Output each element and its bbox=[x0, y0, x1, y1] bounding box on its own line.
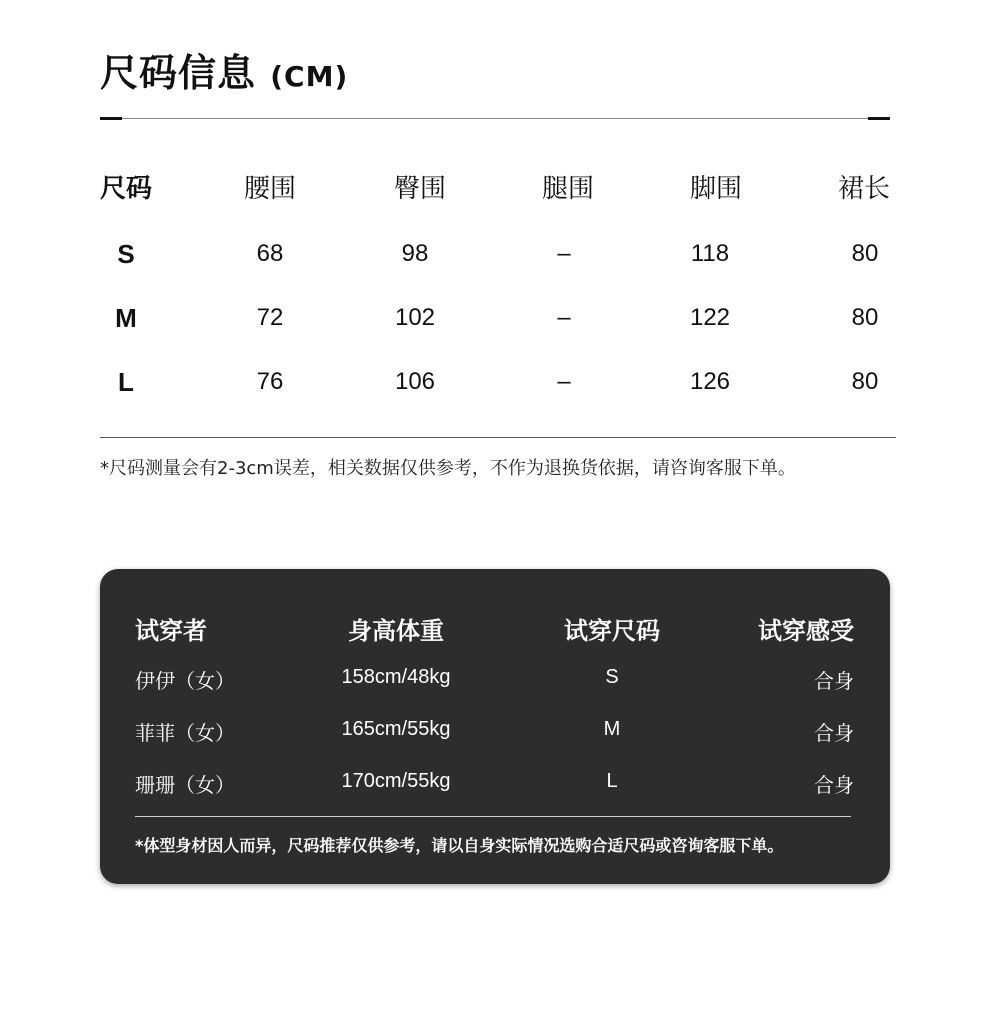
waist-cell: 76 bbox=[256, 368, 284, 395]
tryon-divider bbox=[135, 816, 851, 817]
tryon-header-size: 试穿尺码 bbox=[564, 617, 660, 645]
hip-cell: 102 bbox=[394, 304, 436, 331]
waist-cell: 72 bbox=[256, 304, 284, 331]
tryon-feeling: 合身 bbox=[814, 721, 854, 745]
hip-cell: 106 bbox=[394, 368, 436, 395]
size-cell: S bbox=[117, 239, 135, 269]
size-header-length: 裙长 bbox=[837, 174, 890, 204]
length-cell: 80 bbox=[851, 368, 879, 395]
tryon-height-weight: 158cm/48kg bbox=[341, 666, 451, 688]
title-unit: (CM) bbox=[270, 60, 349, 93]
size-header-hip: 臀围 bbox=[393, 174, 446, 204]
tryon-tester: 菲菲（女） bbox=[135, 721, 235, 745]
tryon-header-height-weight: 身高体重 bbox=[348, 617, 444, 645]
size-header-hem: 脚围 bbox=[689, 174, 742, 204]
page-title bbox=[100, 42, 348, 97]
tryon-size: L bbox=[606, 770, 618, 792]
thigh-cell: – bbox=[557, 240, 571, 267]
size-cell: M bbox=[115, 303, 137, 333]
thigh-cell: – bbox=[557, 368, 571, 395]
length-cell: 80 bbox=[851, 240, 879, 267]
tryon-feeling: 合身 bbox=[814, 669, 854, 693]
tryon-size: S bbox=[605, 666, 619, 688]
title-divider bbox=[100, 118, 890, 119]
hip-cell: 98 bbox=[401, 240, 429, 267]
size-header-size: 尺码 bbox=[100, 174, 153, 204]
tryon-header-tester: 试穿者 bbox=[135, 617, 207, 645]
hem-cell: 122 bbox=[689, 304, 731, 331]
tryon-height-weight: 170cm/55kg bbox=[341, 770, 451, 792]
title-main: 尺码信息 bbox=[100, 51, 257, 95]
tryon-height-weight: 165cm/55kg bbox=[341, 718, 451, 740]
tryon-card bbox=[100, 569, 890, 884]
hem-cell: 118 bbox=[690, 240, 730, 267]
tryon-size: M bbox=[603, 718, 621, 740]
waist-cell: 68 bbox=[256, 240, 284, 267]
tryon-note: *体型身材因人而异，尺码推荐仅供参考，请以自身实际情况选购合适尺码或咨询客服下单。 bbox=[135, 836, 784, 855]
tryon-tester: 伊伊（女） bbox=[135, 669, 235, 693]
size-header-thigh: 腿围 bbox=[541, 174, 594, 204]
tryon-header-feeling: 试穿感受 bbox=[758, 617, 854, 645]
divider-cap-left bbox=[100, 117, 122, 120]
size-cell: L bbox=[118, 367, 134, 397]
thigh-cell: – bbox=[557, 304, 571, 331]
size-note: *尺码测量会有2-3cm误差，相关数据仅供参考，不作为退换货依据，请咨询客服下单。 bbox=[100, 458, 796, 479]
tryon-tester: 珊珊（女） bbox=[135, 773, 235, 797]
tryon-feeling: 合身 bbox=[814, 773, 854, 797]
divider-cap-right bbox=[868, 117, 890, 120]
size-header-waist: 腰围 bbox=[243, 174, 296, 204]
hem-cell: 126 bbox=[689, 368, 731, 395]
size-table-divider bbox=[100, 437, 896, 438]
length-cell: 80 bbox=[851, 304, 879, 331]
